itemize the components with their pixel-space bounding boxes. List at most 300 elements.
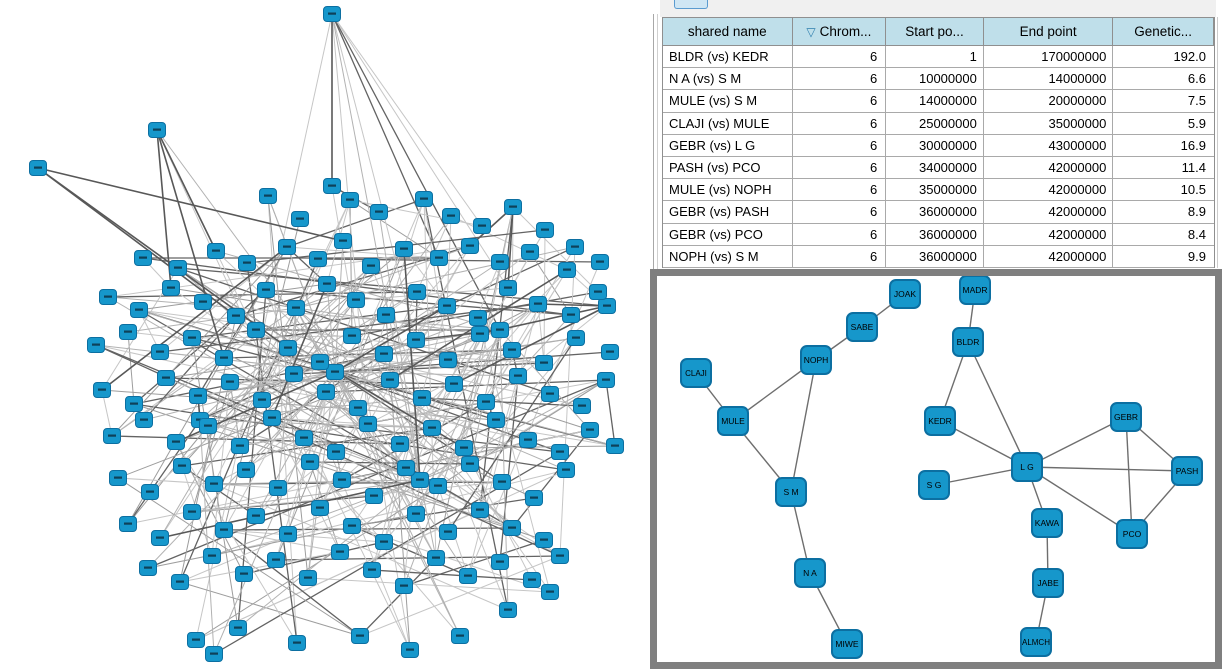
network-node[interactable] <box>280 527 297 542</box>
network-node[interactable] <box>409 285 426 300</box>
table-cell[interactable]: NOPH (vs) S M <box>663 246 793 267</box>
node-label-smudge <box>210 653 218 655</box>
node-label-smudge <box>348 525 356 527</box>
table-cell[interactable]: 6 <box>793 157 887 178</box>
node-label-smudge <box>435 257 443 259</box>
column-header-label: shared name <box>687 24 767 39</box>
network-node[interactable] <box>335 234 352 249</box>
node-label-smudge <box>208 555 216 557</box>
graph-node-l-g[interactable] <box>1012 453 1042 481</box>
network-node[interactable] <box>552 549 569 564</box>
network-node[interactable] <box>30 161 47 176</box>
network-node[interactable] <box>431 251 448 266</box>
network-node[interactable] <box>258 283 275 298</box>
network-node[interactable] <box>378 308 395 323</box>
network-node[interactable] <box>208 244 225 259</box>
node-label-smudge <box>290 373 298 375</box>
detail-network-canvas <box>657 276 1215 662</box>
network-node[interactable] <box>602 345 619 360</box>
node-label-smudge <box>104 296 112 298</box>
node-label-smudge <box>140 419 148 421</box>
network-node[interactable] <box>236 567 253 582</box>
node-label-smudge <box>314 258 322 260</box>
node-label-smudge <box>603 305 611 307</box>
network-node[interactable] <box>446 377 463 392</box>
network-node[interactable] <box>120 517 137 532</box>
network-node[interactable] <box>552 445 569 460</box>
node-label-smudge <box>546 393 554 395</box>
table-cell[interactable]: 35000000 <box>984 113 1114 134</box>
graph-node-pco[interactable] <box>1117 520 1147 548</box>
network-node[interactable] <box>172 575 189 590</box>
network-node[interactable] <box>280 341 297 356</box>
network-node[interactable] <box>296 431 313 446</box>
table-cell[interactable]: 42000000 <box>984 246 1114 267</box>
node-label-smudge <box>296 218 304 220</box>
table-cell[interactable]: 36000000 <box>886 201 984 222</box>
table-cell[interactable]: GEBR (vs) PCO <box>663 224 793 245</box>
network-node[interactable] <box>286 367 303 382</box>
table-cell[interactable]: 10.5 <box>1180 182 1206 198</box>
network-node[interactable] <box>440 525 457 540</box>
table-cell[interactable]: 16.9 <box>1180 137 1206 153</box>
network-node[interactable] <box>430 479 447 494</box>
node-label-smudge <box>153 129 161 131</box>
table-cell[interactable]: MULE (vs) NOPH <box>663 179 793 200</box>
table-row[interactable] <box>663 201 1214 223</box>
node-label-smudge <box>460 447 468 449</box>
node-label-smudge <box>274 487 282 489</box>
network-node[interactable] <box>366 489 383 504</box>
node-label-smudge <box>124 523 132 525</box>
table-cell[interactable]: 6 <box>793 224 887 245</box>
graph-node-kedr[interactable] <box>925 407 955 435</box>
network-node[interactable] <box>505 200 522 215</box>
network-node[interactable] <box>216 523 233 538</box>
network-node[interactable] <box>230 621 247 636</box>
network-node[interactable] <box>504 521 521 536</box>
node-label-smudge <box>572 337 580 339</box>
network-node[interactable] <box>563 308 580 323</box>
network-node[interactable] <box>248 323 265 338</box>
table-cell[interactable]: GEBR (vs) PASH <box>663 201 793 222</box>
table-cell[interactable]: 6 <box>793 68 887 89</box>
node-label-smudge <box>292 307 300 309</box>
network-node[interactable] <box>558 463 575 478</box>
node-label-smudge <box>176 581 184 583</box>
network-node[interactable] <box>328 445 345 460</box>
network-node[interactable] <box>94 383 111 398</box>
table-cell[interactable]: BLDR (vs) KEDR <box>663 46 793 67</box>
table-row[interactable] <box>663 113 1214 135</box>
network-node[interactable] <box>592 255 609 270</box>
network-node[interactable] <box>289 636 306 651</box>
graph-node-kawa[interactable] <box>1032 509 1062 537</box>
network-node[interactable] <box>504 343 521 358</box>
network-edge <box>332 14 500 330</box>
network-node[interactable] <box>152 345 169 360</box>
network-node[interactable] <box>492 255 509 270</box>
network-node[interactable] <box>324 7 341 22</box>
graph-node-miwe[interactable] <box>832 630 862 658</box>
table-cell[interactable]: 8.4 <box>1187 226 1206 242</box>
network-node[interactable] <box>100 290 117 305</box>
network-node[interactable] <box>492 323 509 338</box>
node-label-smudge <box>508 349 516 351</box>
network-node[interactable] <box>494 475 511 490</box>
network-node[interactable] <box>582 423 599 438</box>
node-label-smudge <box>504 287 512 289</box>
table-cell[interactable]: 6 <box>793 246 887 267</box>
graph-edge[interactable] <box>791 360 816 492</box>
column-header-label: Chrom... <box>819 24 872 39</box>
network-node[interactable] <box>428 551 445 566</box>
network-node[interactable] <box>188 633 205 648</box>
graph-node-madr[interactable] <box>960 276 990 304</box>
network-node[interactable] <box>402 643 419 658</box>
network-node[interactable] <box>542 585 559 600</box>
network-node[interactable] <box>279 240 296 255</box>
network-node[interactable] <box>408 333 425 348</box>
network-node[interactable] <box>104 429 121 444</box>
table-row[interactable] <box>663 46 1214 68</box>
node-label-smudge <box>418 397 426 399</box>
network-node[interactable] <box>312 355 329 370</box>
network-node[interactable] <box>360 417 377 432</box>
network-node[interactable] <box>376 535 393 550</box>
node-label-smudge <box>332 451 340 453</box>
network-node[interactable] <box>292 212 309 227</box>
network-node[interactable] <box>270 481 287 496</box>
network-node[interactable] <box>364 563 381 578</box>
network-node[interactable] <box>443 209 460 224</box>
table-cell[interactable]: 9.9 <box>1187 248 1206 264</box>
network-node[interactable] <box>416 192 433 207</box>
node-label-smudge <box>546 591 554 593</box>
network-node[interactable] <box>536 533 553 548</box>
network-node[interactable] <box>382 373 399 388</box>
network-node[interactable] <box>472 503 489 518</box>
table-row[interactable] <box>663 179 1214 201</box>
network-node[interactable] <box>163 281 180 296</box>
table-cell[interactable]: 34000000 <box>886 157 984 178</box>
node-label-smudge <box>528 579 536 581</box>
table-cell[interactable]: CLAJI (vs) MULE <box>663 113 793 134</box>
table-cell[interactable]: 14000000 <box>886 90 984 111</box>
graph-node-label: PCO <box>1122 529 1142 539</box>
node-label-smudge <box>234 627 242 629</box>
table-cell[interactable]: 11.4 <box>1181 159 1206 175</box>
table-cell[interactable]: MULE (vs) S M <box>663 90 793 111</box>
network-node[interactable] <box>520 433 537 448</box>
table-cell[interactable]: 8.9 <box>1187 204 1206 220</box>
network-node[interactable] <box>136 413 153 428</box>
network-node[interactable] <box>334 473 351 488</box>
graph-node-jabe[interactable] <box>1033 569 1063 597</box>
graph-edge[interactable] <box>1027 467 1187 471</box>
network-node[interactable] <box>149 123 166 138</box>
network-edge <box>38 168 343 241</box>
node-label-smudge <box>146 491 154 493</box>
graph-node-s-m[interactable] <box>776 478 806 506</box>
table-cell[interactable]: 35000000 <box>886 179 984 200</box>
table-row[interactable] <box>663 68 1214 90</box>
table-cell[interactable]: 6 <box>793 179 887 200</box>
network-node[interactable] <box>318 385 335 400</box>
network-node[interactable] <box>398 461 415 476</box>
network-node[interactable] <box>568 331 585 346</box>
network-node[interactable] <box>462 457 479 472</box>
node-label-smudge <box>316 507 324 509</box>
network-node[interactable] <box>352 629 369 644</box>
network-node[interactable] <box>88 338 105 353</box>
graph-node-mule[interactable] <box>718 407 748 435</box>
network-node[interactable] <box>530 297 547 312</box>
network-node[interactable] <box>288 301 305 316</box>
network-node[interactable] <box>332 545 349 560</box>
graph-node-claji[interactable] <box>681 359 711 387</box>
network-node[interactable] <box>408 507 425 522</box>
network-node[interactable] <box>140 561 157 576</box>
network-node[interactable] <box>488 413 505 428</box>
network-node[interactable] <box>248 509 265 524</box>
network-node[interactable] <box>344 329 361 344</box>
network-node[interactable] <box>300 571 317 586</box>
network-node[interactable] <box>206 477 223 492</box>
table-cell[interactable]: PASH (vs) PCO <box>663 157 793 178</box>
network-node[interactable] <box>376 347 393 362</box>
network-node[interactable] <box>559 263 576 278</box>
network-node[interactable] <box>184 331 201 346</box>
table-cell[interactable]: 42000000 <box>984 224 1114 245</box>
network-node[interactable] <box>396 242 413 257</box>
network-node[interactable] <box>522 245 539 260</box>
graph-edge[interactable] <box>1126 417 1132 534</box>
graph-node-joak[interactable] <box>890 280 920 308</box>
network-node[interactable] <box>363 259 380 274</box>
network-node[interactable] <box>310 252 327 267</box>
node-label-smudge <box>34 167 42 169</box>
network-node[interactable] <box>120 325 137 340</box>
network-node[interactable] <box>371 205 388 220</box>
node-label-smudge <box>212 250 220 252</box>
network-node[interactable] <box>348 293 365 308</box>
node-label-smudge <box>174 267 182 269</box>
network-node[interactable] <box>414 391 431 406</box>
network-node[interactable] <box>200 419 217 434</box>
network-node[interactable] <box>599 299 616 314</box>
graph-node-s-g[interactable] <box>919 471 949 499</box>
network-node[interactable] <box>590 285 607 300</box>
filter-icon[interactable]: ▽ <box>806 25 816 39</box>
network-node[interactable] <box>228 309 245 324</box>
graph-node-n-a[interactable] <box>795 559 825 587</box>
node-label-smudge <box>563 269 571 271</box>
network-node[interactable] <box>524 573 541 588</box>
network-node[interactable] <box>470 311 487 326</box>
node-label-smudge <box>602 379 610 381</box>
network-node[interactable] <box>510 369 527 384</box>
table-cell[interactable]: 42000000 <box>984 179 1114 200</box>
network-node[interactable] <box>542 387 559 402</box>
network-node[interactable] <box>195 295 212 310</box>
network-node[interactable] <box>190 389 207 404</box>
network-node[interactable] <box>439 299 456 314</box>
graph-node-pash[interactable] <box>1172 457 1202 485</box>
network-node[interactable] <box>238 463 255 478</box>
table-cell[interactable]: 42000000 <box>984 201 1114 222</box>
network-node[interactable] <box>462 239 479 254</box>
table-cell[interactable]: 192.0 <box>1173 49 1206 64</box>
table-cell[interactable]: 42000000 <box>984 157 1114 178</box>
network-node[interactable] <box>184 505 201 520</box>
table-cell[interactable]: 6 <box>793 135 887 156</box>
table-cell[interactable]: GEBR (vs) L G <box>663 135 793 156</box>
network-node[interactable] <box>472 327 489 342</box>
edge-table-panel <box>650 0 1222 269</box>
node-label-smudge <box>428 427 436 429</box>
table-cell[interactable]: N A (vs) S M <box>663 68 793 89</box>
network-node[interactable] <box>492 555 509 570</box>
network-node[interactable] <box>500 281 517 296</box>
panel-edge-line <box>657 14 658 269</box>
column-header[interactable] <box>663 18 793 45</box>
network-node[interactable] <box>110 471 127 486</box>
network-node[interactable] <box>327 365 344 380</box>
table-cell[interactable]: 7.5 <box>1187 93 1206 109</box>
network-node[interactable] <box>456 441 473 456</box>
node-label-smudge <box>474 317 482 319</box>
node-label-smudge <box>443 305 451 307</box>
network-node[interactable] <box>204 549 221 564</box>
table-cell[interactable]: 6 <box>793 90 887 111</box>
node-label-smudge <box>348 335 356 337</box>
network-node[interactable] <box>126 397 143 412</box>
table-row[interactable] <box>663 224 1214 246</box>
network-node[interactable] <box>222 375 239 390</box>
graph-node-almch[interactable] <box>1021 628 1051 656</box>
network-node[interactable] <box>302 455 319 470</box>
network-node[interactable] <box>239 256 256 271</box>
network-node[interactable] <box>312 501 329 516</box>
network-node[interactable] <box>478 395 495 410</box>
table-toolbar-strip <box>660 0 1216 17</box>
graph-node-bldr[interactable] <box>953 328 983 356</box>
network-node[interactable] <box>268 553 285 568</box>
network-node[interactable] <box>260 189 277 204</box>
network-node[interactable] <box>324 179 341 194</box>
network-node[interactable] <box>526 491 543 506</box>
network-node[interactable] <box>460 569 477 584</box>
table-row[interactable] <box>663 157 1214 179</box>
network-node[interactable] <box>264 411 281 426</box>
network-node[interactable] <box>440 353 457 368</box>
table-row[interactable] <box>663 246 1214 268</box>
table-row[interactable] <box>663 135 1214 157</box>
table-cell[interactable]: 1 <box>886 46 984 67</box>
network-node[interactable] <box>536 356 553 371</box>
network-node[interactable] <box>170 261 187 276</box>
table-row[interactable] <box>663 90 1214 112</box>
network-node[interactable] <box>135 251 152 266</box>
node-label-smudge <box>272 559 280 561</box>
graph-node-noph[interactable] <box>801 346 831 374</box>
network-node[interactable] <box>574 399 591 414</box>
node-label-smudge <box>283 246 291 248</box>
table-cell[interactable]: 25000000 <box>886 113 984 134</box>
table-cell[interactable]: 170000000 <box>984 46 1114 67</box>
node-label-smudge <box>108 435 116 437</box>
network-node[interactable] <box>342 193 359 208</box>
network-node[interactable] <box>344 519 361 534</box>
network-node[interactable] <box>392 437 409 452</box>
column-header[interactable] <box>1113 18 1214 45</box>
network-node[interactable] <box>424 421 441 436</box>
table-cell[interactable]: 6 <box>793 201 887 222</box>
graph-node-sabe[interactable] <box>847 313 877 341</box>
network-node[interactable] <box>254 393 271 408</box>
table-cell[interactable]: 14000000 <box>984 68 1114 89</box>
network-node[interactable] <box>232 439 249 454</box>
table-cell[interactable]: 20000000 <box>984 90 1114 111</box>
network-node[interactable] <box>350 401 367 416</box>
network-node[interactable] <box>168 435 185 450</box>
graph-node-gebr[interactable] <box>1111 403 1141 431</box>
node-label-smudge <box>264 195 272 197</box>
column-header[interactable] <box>984 18 1114 45</box>
node-label-smudge <box>204 425 212 427</box>
network-node[interactable] <box>567 240 584 255</box>
network-node[interactable] <box>158 371 175 386</box>
node-label-smudge <box>188 337 196 339</box>
detail-network-panel <box>650 269 1222 669</box>
network-node[interactable] <box>598 373 615 388</box>
table-cell[interactable]: 36000000 <box>886 246 984 267</box>
node-label-smudge <box>396 443 404 445</box>
table-cell[interactable]: 6 <box>793 46 887 67</box>
node-label-smudge <box>375 211 383 213</box>
panel-edge-line <box>1217 17 1218 268</box>
table-tab-stub[interactable] <box>674 0 708 9</box>
column-header[interactable] <box>793 18 887 45</box>
table-cell[interactable]: 30000000 <box>886 135 984 156</box>
network-node[interactable] <box>319 277 336 292</box>
table-cell[interactable]: 5.9 <box>1187 115 1206 131</box>
table-cell[interactable]: 6.6 <box>1187 71 1206 87</box>
table-cell[interactable]: 36000000 <box>886 224 984 245</box>
network-node[interactable] <box>131 303 148 318</box>
table-cell[interactable]: 6 <box>793 113 887 134</box>
network-node[interactable] <box>206 647 223 662</box>
network-node[interactable] <box>452 629 469 644</box>
network-node[interactable] <box>152 531 169 546</box>
network-node[interactable] <box>500 603 517 618</box>
network-node[interactable] <box>537 223 554 238</box>
network-node[interactable] <box>216 351 233 366</box>
network-node[interactable] <box>396 579 413 594</box>
node-label-smudge <box>478 225 486 227</box>
network-node[interactable] <box>142 485 159 500</box>
table-cell[interactable]: 43000000 <box>984 135 1114 156</box>
network-node[interactable] <box>474 219 491 234</box>
column-header[interactable] <box>886 18 984 45</box>
network-node[interactable] <box>607 439 624 454</box>
graph-edge[interactable] <box>968 342 1027 467</box>
node-label-smudge <box>606 351 614 353</box>
table-cell[interactable]: 10000000 <box>886 68 984 89</box>
graph-node-label: BLDR <box>956 337 980 347</box>
network-node[interactable] <box>174 459 191 474</box>
